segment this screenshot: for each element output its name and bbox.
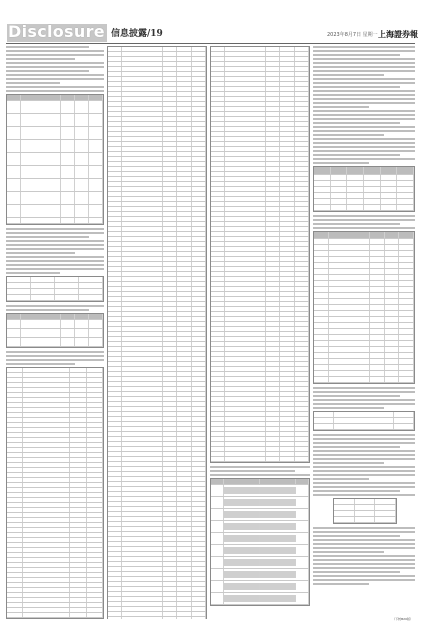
column-2 — [107, 46, 207, 619]
holder-list-table-continued — [210, 46, 310, 463]
column-4 — [313, 46, 415, 619]
section-title: 信息披露/19 — [111, 29, 163, 39]
page-header — [0, 0, 421, 42]
disclosure-table-3 — [6, 313, 104, 348]
header-rule — [6, 43, 415, 44]
issue-date: 2023年8月7日 星期一 — [327, 32, 378, 38]
column-3 — [210, 46, 310, 619]
disclosure-table-1 — [6, 94, 104, 225]
summary-table — [333, 498, 396, 524]
fund-list-table — [313, 231, 415, 384]
disclosure-table-2 — [6, 276, 104, 302]
amendment-table — [210, 478, 310, 606]
newspaper-logo: 上海證券報 — [378, 29, 418, 39]
holder-list-table — [107, 46, 207, 619]
brand-title: Disclosure — [8, 22, 105, 41]
disclosure-table-4 — [6, 367, 104, 619]
continuation-note: （下转B20版） — [392, 617, 413, 621]
small-table — [313, 411, 415, 431]
product-table — [313, 166, 415, 212]
column-1 — [6, 46, 104, 619]
